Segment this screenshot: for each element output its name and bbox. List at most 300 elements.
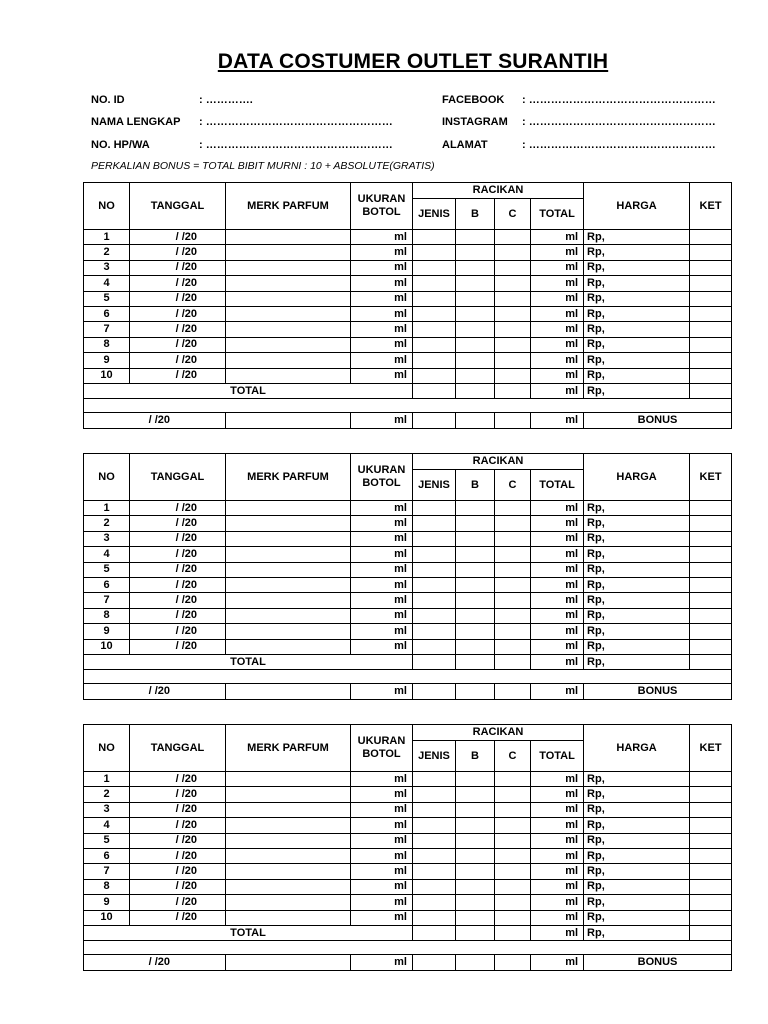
row-c-cell[interactable] xyxy=(495,772,531,787)
row-ket-cell[interactable] xyxy=(690,531,732,546)
row-c-cell[interactable] xyxy=(495,501,531,516)
row-harga-cell[interactable]: Rp, xyxy=(584,276,690,291)
row-date[interactable]: / /20 xyxy=(130,501,226,516)
row-date[interactable]: / /20 xyxy=(130,547,226,562)
row-c-cell[interactable] xyxy=(495,818,531,833)
row-ket-cell[interactable] xyxy=(690,322,732,337)
row-ukuran-cell[interactable]: ml xyxy=(351,624,413,639)
bonus-merk-cell[interactable] xyxy=(226,684,351,699)
row-ket-cell[interactable] xyxy=(690,833,732,848)
row-merk-cell[interactable] xyxy=(226,787,351,802)
no-hp-field[interactable]: : …………………………………………… xyxy=(199,139,393,151)
row-jenis-cell[interactable] xyxy=(413,608,456,623)
total-c-cell[interactable] xyxy=(495,654,531,669)
row-jenis-cell[interactable] xyxy=(413,787,456,802)
row-b-cell[interactable] xyxy=(456,639,495,654)
row-jenis-cell[interactable] xyxy=(413,230,456,245)
total-harga-cell[interactable]: Rp, xyxy=(584,925,690,940)
row-date[interactable]: / /20 xyxy=(130,245,226,260)
total-ket-cell[interactable] xyxy=(690,925,732,940)
row-jenis-cell[interactable] xyxy=(413,895,456,910)
row-total-cell[interactable]: ml xyxy=(531,353,584,368)
row-jenis-cell[interactable] xyxy=(413,353,456,368)
row-harga-cell[interactable]: Rp, xyxy=(584,833,690,848)
row-b-cell[interactable] xyxy=(456,895,495,910)
row-b-cell[interactable] xyxy=(456,864,495,879)
row-date[interactable]: / /20 xyxy=(130,531,226,546)
row-ket-cell[interactable] xyxy=(690,910,732,925)
bonus-c-cell[interactable] xyxy=(495,955,531,970)
row-harga-cell[interactable]: Rp, xyxy=(584,608,690,623)
row-harga-cell[interactable]: Rp, xyxy=(584,802,690,817)
row-date[interactable]: / /20 xyxy=(130,337,226,352)
row-c-cell[interactable] xyxy=(495,260,531,275)
row-merk-cell[interactable] xyxy=(226,531,351,546)
row-merk-cell[interactable] xyxy=(226,848,351,863)
row-merk-cell[interactable] xyxy=(226,895,351,910)
row-c-cell[interactable] xyxy=(495,276,531,291)
row-date[interactable]: / /20 xyxy=(130,848,226,863)
row-total-cell[interactable]: ml xyxy=(531,608,584,623)
row-c-cell[interactable] xyxy=(495,848,531,863)
row-ukuran-cell[interactable]: ml xyxy=(351,516,413,531)
bonus-b-cell[interactable] xyxy=(456,413,495,428)
row-ket-cell[interactable] xyxy=(690,818,732,833)
row-ukuran-cell[interactable]: ml xyxy=(351,276,413,291)
row-merk-cell[interactable] xyxy=(226,879,351,894)
row-b-cell[interactable] xyxy=(456,848,495,863)
bonus-merk-cell[interactable] xyxy=(226,413,351,428)
row-merk-cell[interactable] xyxy=(226,337,351,352)
row-harga-cell[interactable]: Rp, xyxy=(584,547,690,562)
row-b-cell[interactable] xyxy=(456,624,495,639)
bonus-ukuran-cell[interactable]: ml xyxy=(351,413,413,428)
row-jenis-cell[interactable] xyxy=(413,501,456,516)
row-harga-cell[interactable]: Rp, xyxy=(584,368,690,383)
row-jenis-cell[interactable] xyxy=(413,910,456,925)
row-date[interactable]: / /20 xyxy=(130,833,226,848)
row-date[interactable]: / /20 xyxy=(130,276,226,291)
row-b-cell[interactable] xyxy=(456,772,495,787)
bonus-total-cell[interactable]: ml xyxy=(531,955,584,970)
row-harga-cell[interactable]: Rp, xyxy=(584,322,690,337)
row-b-cell[interactable] xyxy=(456,593,495,608)
bonus-merk-cell[interactable] xyxy=(226,955,351,970)
row-merk-cell[interactable] xyxy=(226,306,351,321)
row-ukuran-cell[interactable]: ml xyxy=(351,802,413,817)
row-jenis-cell[interactable] xyxy=(413,593,456,608)
row-merk-cell[interactable] xyxy=(226,593,351,608)
row-total-cell[interactable]: ml xyxy=(531,848,584,863)
bonus-jenis-cell[interactable] xyxy=(413,413,456,428)
row-merk-cell[interactable] xyxy=(226,833,351,848)
row-total-cell[interactable]: ml xyxy=(531,593,584,608)
row-total-cell[interactable]: ml xyxy=(531,577,584,592)
row-harga-cell[interactable]: Rp, xyxy=(584,353,690,368)
total-b-cell[interactable] xyxy=(456,383,495,398)
row-b-cell[interactable] xyxy=(456,787,495,802)
row-harga-cell[interactable]: Rp, xyxy=(584,577,690,592)
row-ket-cell[interactable] xyxy=(690,306,732,321)
row-harga-cell[interactable]: Rp, xyxy=(584,531,690,546)
row-harga-cell[interactable]: Rp, xyxy=(584,879,690,894)
row-ukuran-cell[interactable]: ml xyxy=(351,368,413,383)
row-ket-cell[interactable] xyxy=(690,516,732,531)
row-c-cell[interactable] xyxy=(495,531,531,546)
row-total-cell[interactable]: ml xyxy=(531,895,584,910)
row-harga-cell[interactable]: Rp, xyxy=(584,562,690,577)
row-date[interactable]: / /20 xyxy=(130,322,226,337)
row-c-cell[interactable] xyxy=(495,516,531,531)
row-ket-cell[interactable] xyxy=(690,368,732,383)
row-merk-cell[interactable] xyxy=(226,516,351,531)
row-ukuran-cell[interactable]: ml xyxy=(351,639,413,654)
row-harga-cell[interactable]: Rp, xyxy=(584,291,690,306)
row-merk-cell[interactable] xyxy=(226,230,351,245)
row-ket-cell[interactable] xyxy=(690,577,732,592)
row-merk-cell[interactable] xyxy=(226,291,351,306)
row-date[interactable]: / /20 xyxy=(130,608,226,623)
row-merk-cell[interactable] xyxy=(226,562,351,577)
row-date[interactable]: / /20 xyxy=(130,260,226,275)
row-jenis-cell[interactable] xyxy=(413,245,456,260)
row-c-cell[interactable] xyxy=(495,353,531,368)
row-ukuran-cell[interactable]: ml xyxy=(351,306,413,321)
row-c-cell[interactable] xyxy=(495,322,531,337)
no-id-field[interactable]: : …………. xyxy=(199,94,253,106)
row-jenis-cell[interactable] xyxy=(413,368,456,383)
row-c-cell[interactable] xyxy=(495,787,531,802)
total-jenis-cell[interactable] xyxy=(413,925,456,940)
row-harga-cell[interactable]: Rp, xyxy=(584,864,690,879)
row-ukuran-cell[interactable]: ml xyxy=(351,818,413,833)
row-jenis-cell[interactable] xyxy=(413,516,456,531)
bonus-total-cell[interactable]: ml xyxy=(531,413,584,428)
row-c-cell[interactable] xyxy=(495,230,531,245)
row-ukuran-cell[interactable]: ml xyxy=(351,501,413,516)
row-c-cell[interactable] xyxy=(495,291,531,306)
row-merk-cell[interactable] xyxy=(226,864,351,879)
row-harga-cell[interactable]: Rp, xyxy=(584,639,690,654)
row-b-cell[interactable] xyxy=(456,353,495,368)
row-b-cell[interactable] xyxy=(456,910,495,925)
row-merk-cell[interactable] xyxy=(226,639,351,654)
row-c-cell[interactable] xyxy=(495,608,531,623)
bonus-ukuran-cell[interactable]: ml xyxy=(351,684,413,699)
row-ukuran-cell[interactable]: ml xyxy=(351,260,413,275)
row-date[interactable]: / /20 xyxy=(130,230,226,245)
row-ket-cell[interactable] xyxy=(690,291,732,306)
facebook-field[interactable]: : …………………………………………… xyxy=(522,94,716,106)
row-merk-cell[interactable] xyxy=(226,368,351,383)
row-ukuran-cell[interactable]: ml xyxy=(351,531,413,546)
row-ket-cell[interactable] xyxy=(690,879,732,894)
row-total-cell[interactable]: ml xyxy=(531,910,584,925)
total-sum-cell[interactable]: ml xyxy=(531,383,584,398)
total-b-cell[interactable] xyxy=(456,925,495,940)
row-b-cell[interactable] xyxy=(456,245,495,260)
row-jenis-cell[interactable] xyxy=(413,531,456,546)
row-jenis-cell[interactable] xyxy=(413,322,456,337)
row-ket-cell[interactable] xyxy=(690,639,732,654)
row-c-cell[interactable] xyxy=(495,910,531,925)
row-total-cell[interactable]: ml xyxy=(531,306,584,321)
row-b-cell[interactable] xyxy=(456,291,495,306)
bonus-date-cell[interactable]: / /20 xyxy=(84,955,226,970)
nama-lengkap-field[interactable]: : …………………………………………… xyxy=(199,116,393,128)
row-merk-cell[interactable] xyxy=(226,802,351,817)
row-harga-cell[interactable]: Rp, xyxy=(584,260,690,275)
bonus-b-cell[interactable] xyxy=(456,684,495,699)
row-ukuran-cell[interactable]: ml xyxy=(351,291,413,306)
row-ket-cell[interactable] xyxy=(690,772,732,787)
bonus-c-cell[interactable] xyxy=(495,684,531,699)
row-total-cell[interactable]: ml xyxy=(531,562,584,577)
row-c-cell[interactable] xyxy=(495,639,531,654)
row-jenis-cell[interactable] xyxy=(413,276,456,291)
row-c-cell[interactable] xyxy=(495,593,531,608)
row-merk-cell[interactable] xyxy=(226,276,351,291)
row-ket-cell[interactable] xyxy=(690,562,732,577)
row-jenis-cell[interactable] xyxy=(413,772,456,787)
row-ukuran-cell[interactable]: ml xyxy=(351,772,413,787)
row-date[interactable]: / /20 xyxy=(130,593,226,608)
bonus-jenis-cell[interactable] xyxy=(413,955,456,970)
row-ukuran-cell[interactable]: ml xyxy=(351,337,413,352)
row-jenis-cell[interactable] xyxy=(413,818,456,833)
row-b-cell[interactable] xyxy=(456,608,495,623)
row-merk-cell[interactable] xyxy=(226,608,351,623)
row-date[interactable]: / /20 xyxy=(130,306,226,321)
row-b-cell[interactable] xyxy=(456,802,495,817)
row-merk-cell[interactable] xyxy=(226,501,351,516)
row-c-cell[interactable] xyxy=(495,802,531,817)
total-c-cell[interactable] xyxy=(495,925,531,940)
bonus-date-cell[interactable]: / /20 xyxy=(84,684,226,699)
row-ukuran-cell[interactable]: ml xyxy=(351,608,413,623)
total-ket-cell[interactable] xyxy=(690,654,732,669)
row-c-cell[interactable] xyxy=(495,368,531,383)
row-total-cell[interactable]: ml xyxy=(531,772,584,787)
row-harga-cell[interactable]: Rp, xyxy=(584,501,690,516)
row-jenis-cell[interactable] xyxy=(413,260,456,275)
bonus-ukuran-cell[interactable]: ml xyxy=(351,955,413,970)
row-ukuran-cell[interactable]: ml xyxy=(351,577,413,592)
row-total-cell[interactable]: ml xyxy=(531,230,584,245)
row-ukuran-cell[interactable]: ml xyxy=(351,833,413,848)
row-c-cell[interactable] xyxy=(495,547,531,562)
row-harga-cell[interactable]: Rp, xyxy=(584,593,690,608)
row-merk-cell[interactable] xyxy=(226,577,351,592)
row-jenis-cell[interactable] xyxy=(413,833,456,848)
row-harga-cell[interactable]: Rp, xyxy=(584,624,690,639)
row-total-cell[interactable]: ml xyxy=(531,337,584,352)
row-harga-cell[interactable]: Rp, xyxy=(584,910,690,925)
total-jenis-cell[interactable] xyxy=(413,654,456,669)
row-harga-cell[interactable]: Rp, xyxy=(584,787,690,802)
row-harga-cell[interactable]: Rp, xyxy=(584,230,690,245)
row-b-cell[interactable] xyxy=(456,516,495,531)
row-b-cell[interactable] xyxy=(456,260,495,275)
bonus-jenis-cell[interactable] xyxy=(413,684,456,699)
total-ket-cell[interactable] xyxy=(690,383,732,398)
row-total-cell[interactable]: ml xyxy=(531,531,584,546)
total-harga-cell[interactable]: Rp, xyxy=(584,383,690,398)
row-ukuran-cell[interactable]: ml xyxy=(351,353,413,368)
row-total-cell[interactable]: ml xyxy=(531,245,584,260)
row-total-cell[interactable]: ml xyxy=(531,879,584,894)
row-jenis-cell[interactable] xyxy=(413,337,456,352)
row-ukuran-cell[interactable]: ml xyxy=(351,547,413,562)
row-total-cell[interactable]: ml xyxy=(531,547,584,562)
row-ukuran-cell[interactable]: ml xyxy=(351,864,413,879)
row-b-cell[interactable] xyxy=(456,230,495,245)
row-date[interactable]: / /20 xyxy=(130,562,226,577)
total-b-cell[interactable] xyxy=(456,654,495,669)
row-date[interactable]: / /20 xyxy=(130,864,226,879)
row-ket-cell[interactable] xyxy=(690,276,732,291)
row-date[interactable]: / /20 xyxy=(130,895,226,910)
row-date[interactable]: / /20 xyxy=(130,787,226,802)
row-c-cell[interactable] xyxy=(495,895,531,910)
row-ukuran-cell[interactable]: ml xyxy=(351,322,413,337)
row-ukuran-cell[interactable]: ml xyxy=(351,879,413,894)
row-c-cell[interactable] xyxy=(495,306,531,321)
row-merk-cell[interactable] xyxy=(226,260,351,275)
row-b-cell[interactable] xyxy=(456,337,495,352)
row-merk-cell[interactable] xyxy=(226,322,351,337)
row-b-cell[interactable] xyxy=(456,322,495,337)
row-harga-cell[interactable]: Rp, xyxy=(584,818,690,833)
row-c-cell[interactable] xyxy=(495,624,531,639)
row-jenis-cell[interactable] xyxy=(413,639,456,654)
row-date[interactable]: / /20 xyxy=(130,772,226,787)
row-jenis-cell[interactable] xyxy=(413,562,456,577)
row-total-cell[interactable]: ml xyxy=(531,322,584,337)
row-b-cell[interactable] xyxy=(456,531,495,546)
row-total-cell[interactable]: ml xyxy=(531,864,584,879)
row-ket-cell[interactable] xyxy=(690,802,732,817)
row-b-cell[interactable] xyxy=(456,577,495,592)
row-total-cell[interactable]: ml xyxy=(531,260,584,275)
bonus-b-cell[interactable] xyxy=(456,955,495,970)
row-ket-cell[interactable] xyxy=(690,245,732,260)
row-harga-cell[interactable]: Rp, xyxy=(584,848,690,863)
row-merk-cell[interactable] xyxy=(226,910,351,925)
row-ukuran-cell[interactable]: ml xyxy=(351,245,413,260)
instagram-field[interactable]: : …………………………………………… xyxy=(522,116,716,128)
row-date[interactable]: / /20 xyxy=(130,353,226,368)
bonus-date-cell[interactable]: / /20 xyxy=(84,413,226,428)
row-ket-cell[interactable] xyxy=(690,230,732,245)
row-ukuran-cell[interactable]: ml xyxy=(351,910,413,925)
row-date[interactable]: / /20 xyxy=(130,624,226,639)
row-date[interactable]: / /20 xyxy=(130,291,226,306)
row-b-cell[interactable] xyxy=(456,833,495,848)
row-ket-cell[interactable] xyxy=(690,624,732,639)
row-c-cell[interactable] xyxy=(495,879,531,894)
row-b-cell[interactable] xyxy=(456,368,495,383)
total-sum-cell[interactable]: ml xyxy=(531,654,584,669)
row-merk-cell[interactable] xyxy=(226,772,351,787)
row-jenis-cell[interactable] xyxy=(413,802,456,817)
row-jenis-cell[interactable] xyxy=(413,624,456,639)
row-merk-cell[interactable] xyxy=(226,353,351,368)
row-merk-cell[interactable] xyxy=(226,547,351,562)
row-date[interactable]: / /20 xyxy=(130,516,226,531)
alamat-field[interactable]: : …………………………………………… xyxy=(522,139,716,151)
row-total-cell[interactable]: ml xyxy=(531,833,584,848)
row-jenis-cell[interactable] xyxy=(413,879,456,894)
row-ukuran-cell[interactable]: ml xyxy=(351,787,413,802)
row-total-cell[interactable]: ml xyxy=(531,368,584,383)
row-date[interactable]: / /20 xyxy=(130,577,226,592)
row-ket-cell[interactable] xyxy=(690,608,732,623)
row-harga-cell[interactable]: Rp, xyxy=(584,245,690,260)
row-total-cell[interactable]: ml xyxy=(531,639,584,654)
row-ukuran-cell[interactable]: ml xyxy=(351,848,413,863)
row-c-cell[interactable] xyxy=(495,833,531,848)
row-date[interactable]: / /20 xyxy=(130,818,226,833)
row-harga-cell[interactable]: Rp, xyxy=(584,306,690,321)
row-harga-cell[interactable]: Rp, xyxy=(584,772,690,787)
row-jenis-cell[interactable] xyxy=(413,306,456,321)
row-date[interactable]: / /20 xyxy=(130,368,226,383)
row-ukuran-cell[interactable]: ml xyxy=(351,230,413,245)
row-merk-cell[interactable] xyxy=(226,818,351,833)
row-merk-cell[interactable] xyxy=(226,624,351,639)
total-jenis-cell[interactable] xyxy=(413,383,456,398)
bonus-total-cell[interactable]: ml xyxy=(531,684,584,699)
row-ket-cell[interactable] xyxy=(690,260,732,275)
row-ket-cell[interactable] xyxy=(690,337,732,352)
row-date[interactable]: / /20 xyxy=(130,879,226,894)
row-total-cell[interactable]: ml xyxy=(531,802,584,817)
row-merk-cell[interactable] xyxy=(226,245,351,260)
row-ket-cell[interactable] xyxy=(690,353,732,368)
row-total-cell[interactable]: ml xyxy=(531,501,584,516)
row-date[interactable]: / /20 xyxy=(130,639,226,654)
row-total-cell[interactable]: ml xyxy=(531,276,584,291)
row-c-cell[interactable] xyxy=(495,337,531,352)
row-harga-cell[interactable]: Rp, xyxy=(584,516,690,531)
row-jenis-cell[interactable] xyxy=(413,291,456,306)
row-ket-cell[interactable] xyxy=(690,547,732,562)
row-harga-cell[interactable]: Rp, xyxy=(584,337,690,352)
row-total-cell[interactable]: ml xyxy=(531,787,584,802)
row-b-cell[interactable] xyxy=(456,547,495,562)
row-ukuran-cell[interactable]: ml xyxy=(351,593,413,608)
row-ket-cell[interactable] xyxy=(690,593,732,608)
row-ukuran-cell[interactable]: ml xyxy=(351,562,413,577)
row-ket-cell[interactable] xyxy=(690,864,732,879)
row-ket-cell[interactable] xyxy=(690,848,732,863)
row-jenis-cell[interactable] xyxy=(413,577,456,592)
row-total-cell[interactable]: ml xyxy=(531,291,584,306)
row-b-cell[interactable] xyxy=(456,501,495,516)
total-harga-cell[interactable]: Rp, xyxy=(584,654,690,669)
total-c-cell[interactable] xyxy=(495,383,531,398)
row-c-cell[interactable] xyxy=(495,577,531,592)
row-total-cell[interactable]: ml xyxy=(531,516,584,531)
row-date[interactable]: / /20 xyxy=(130,802,226,817)
row-jenis-cell[interactable] xyxy=(413,864,456,879)
row-ket-cell[interactable] xyxy=(690,787,732,802)
row-b-cell[interactable] xyxy=(456,818,495,833)
row-ket-cell[interactable] xyxy=(690,501,732,516)
row-b-cell[interactable] xyxy=(456,562,495,577)
row-b-cell[interactable] xyxy=(456,276,495,291)
